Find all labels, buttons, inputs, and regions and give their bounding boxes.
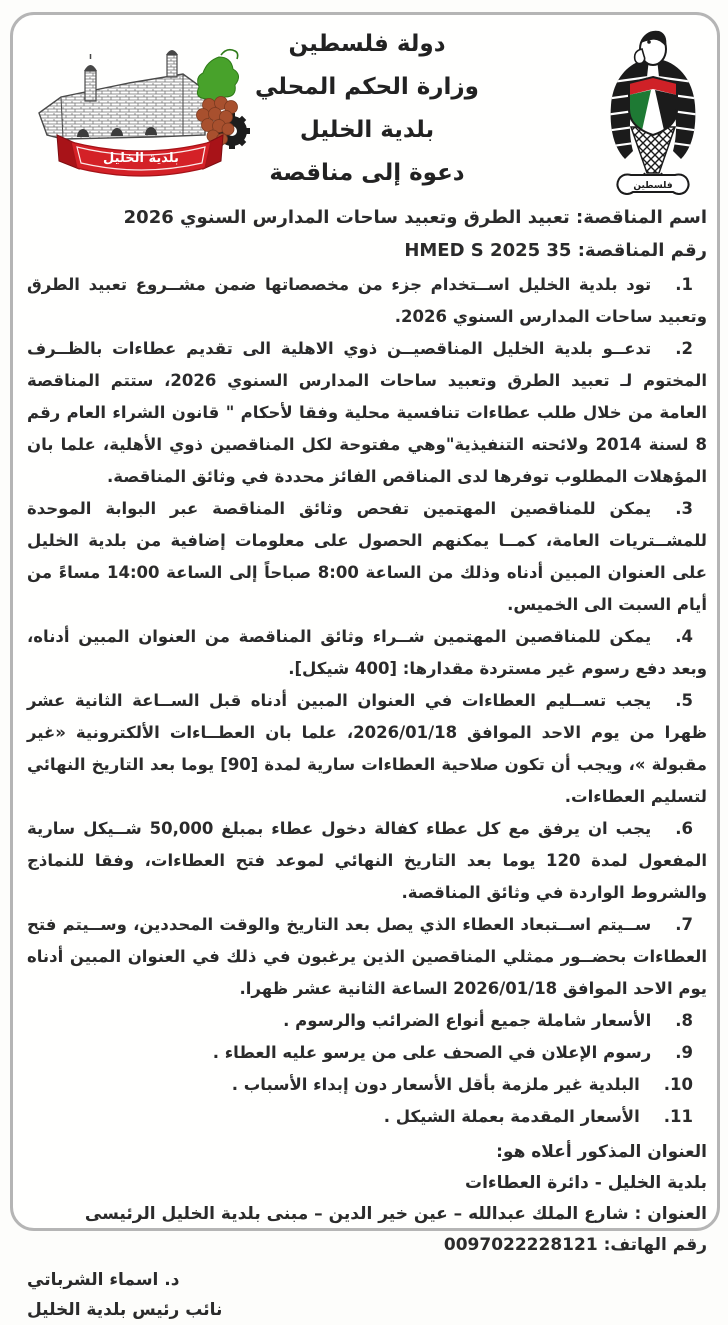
ibrahimi-mosque-sketch — [39, 50, 205, 139]
list-item — [27, 333, 707, 493]
address-heading: العنوان المذكور أعلاه هو: — [496, 1142, 707, 1162]
item-text: الأسعار المقدمة بعملة الشيكل . — [383, 1107, 640, 1126]
item-text: تدعــو بلدية الخليل المناقصيــن ذوي الاهلية الى تقديم عطاءات بالظــرف المختوم لـ تعبيد الطرق وتعبيد ساحات المدارس السنوي 2026، ستتم المناقصة العامة من خلال طلب عطاءات تنافسية محلية وفقا لأحكام " قانون الشراء العام رقم 8 لسنة 2014 ولائحته التنفيذية"وهي مفتوحة لكل المناقصين ذوي الأهلية، علما بان المؤهلات المطلوب توفرها لدى المناقص الفائز محددة في وثائق المناقصة. — [27, 339, 708, 486]
item-number: 5. — [675, 691, 693, 710]
item-text: يجب تســليم العطاءات في العنوان المبين أدناه قبل الســاعة الثانية عشر ظهرا من يوم الاحد الموافق 2026/01/18، علما بان العطــاءات الألكترونية «غير مقبولة »، ويجب أن تكون صلاحية العطاءات سارية لمدة [90] يوما بعد التاريخ النهائي لتسليم العطاءات. — [27, 691, 708, 806]
hebron-municipality-logo — [33, 47, 251, 177]
emblem-scroll — [617, 175, 688, 195]
address-phone-line: رقم الهاتف: 0097022228121 — [443, 1235, 707, 1255]
item-number: 7. — [675, 915, 693, 934]
item-text: يمكن للمناقصين المهتمين شــراء وثائق المناقصة من العنوان المبين أدناه، وبعد دفع رسوم غير مستردة مقدارها: [400 شيكل]. — [27, 627, 707, 678]
list-item — [27, 269, 707, 333]
list-item — [27, 909, 707, 1005]
item-number: 9. — [675, 1043, 693, 1062]
header-line-state: دولة فلسطين — [288, 31, 446, 57]
item-text: الأسعار شاملة جميع أنواع الضرائب والرسوم . — [283, 1011, 652, 1030]
list-item — [27, 493, 707, 621]
item-number: 1. — [675, 275, 693, 294]
list-item — [27, 1037, 707, 1069]
item-text: ســيتم اســتبعاد العطاء الذي يصل بعد التاريخ والوقت المحددين، وســيتم فتح العطاءات بحضــور ممثلي المناقصين الذين يرغبون في ذلك في العنوان المبين أدناه يوم الاحد الموافق 2026/01/18 الساعة الثانية عشر ظهرا. — [27, 915, 707, 998]
tender-items-list — [27, 269, 707, 1133]
tender-head — [27, 201, 707, 267]
tender-number-line: رقم المناقصة: HMED S 2025 35 — [404, 240, 707, 261]
item-text: يمكن للمناقصين المهتمين تفحص وثائق المناقصة عبر البوابة الموحدة للمشــتريات العامة، كمــا يمكنهم الحصول على معلومات إضافية من بلدية الخليل على العنوان المبين أدناه وذلك من الساعة 8:00 صباحاً إلى الساعة 14:00 مساءً من أيام السبت الى الخميس. — [27, 499, 707, 614]
address-department-line: بلدية الخليل - دائرة العطاءات — [465, 1173, 707, 1193]
tender-name-line: اسم المناقصة: تعبيد الطرق وتعبيد ساحات المدارس السنوي 2026 — [123, 207, 707, 228]
ribbon-banner — [57, 135, 223, 176]
palestine-coat-of-arms-logo — [599, 27, 707, 199]
item-number: 4. — [675, 627, 693, 646]
item-number: 6. — [675, 819, 693, 838]
signatory-title: نائب رئيس بلدية الخليل — [27, 1300, 223, 1320]
masthead — [27, 21, 707, 197]
item-number: 2. — [675, 339, 693, 358]
grape-leaf-icon — [197, 50, 238, 102]
list-item — [27, 685, 707, 813]
item-number: 8. — [675, 1011, 693, 1030]
item-number: 11. — [663, 1107, 693, 1126]
emblem-scroll-text: فلسطين — [633, 181, 673, 191]
list-item — [27, 813, 707, 909]
palestinian-flag-shield — [629, 75, 677, 135]
item-number: 3. — [675, 499, 693, 518]
address-block — [27, 1137, 707, 1261]
header-line-invitation: دعوة إلى مناقصة — [269, 160, 465, 186]
signature-block — [27, 1265, 707, 1325]
item-text: رسوم الإعلان في الصحف على من يرسو عليه العطاء . — [212, 1043, 652, 1062]
item-number: 10. — [663, 1075, 693, 1094]
tender-notice-sheet — [10, 12, 720, 1320]
masthead-titles — [255, 23, 479, 195]
item-text: تود بلدية الخليل اســتخدام جزء من مخصصاتها ضمن مشــروع تعبيد الطرق وتعبيد ساحات المدارس السنوي 2026. — [27, 275, 707, 326]
list-item — [27, 621, 707, 685]
item-text: يجب ان يرفق مع كل عطاء كفالة دخول عطاء بمبلغ 50,000 شــيكل سارية المفعول لمدة 120 يوما بعد التاريخ النهائي لموعد فتح العطاءات، وفقا للنماذج والشروط الواردة في وثائق المناقصة. — [27, 819, 707, 902]
list-item — [27, 1005, 707, 1037]
address-street-line: العنوان : شارع الملك عبدالله – عين خير الدين – مبنى بلدية الخليل الرئيسى — [84, 1204, 707, 1224]
item-text: البلدية غير ملزمة بأقل الأسعار دون إبداء الأسباب . — [231, 1075, 640, 1094]
list-item — [27, 1101, 707, 1133]
list-item — [27, 1069, 707, 1101]
signatory-name: د. اسماء الشرباتي — [27, 1270, 180, 1290]
header-line-municipality: بلدية الخليل — [299, 117, 435, 143]
ribbon-banner-text: بلدية الخليل — [103, 151, 179, 166]
header-line-ministry: وزارة الحكم المحلي — [255, 74, 479, 100]
eagle-head — [635, 31, 667, 65]
